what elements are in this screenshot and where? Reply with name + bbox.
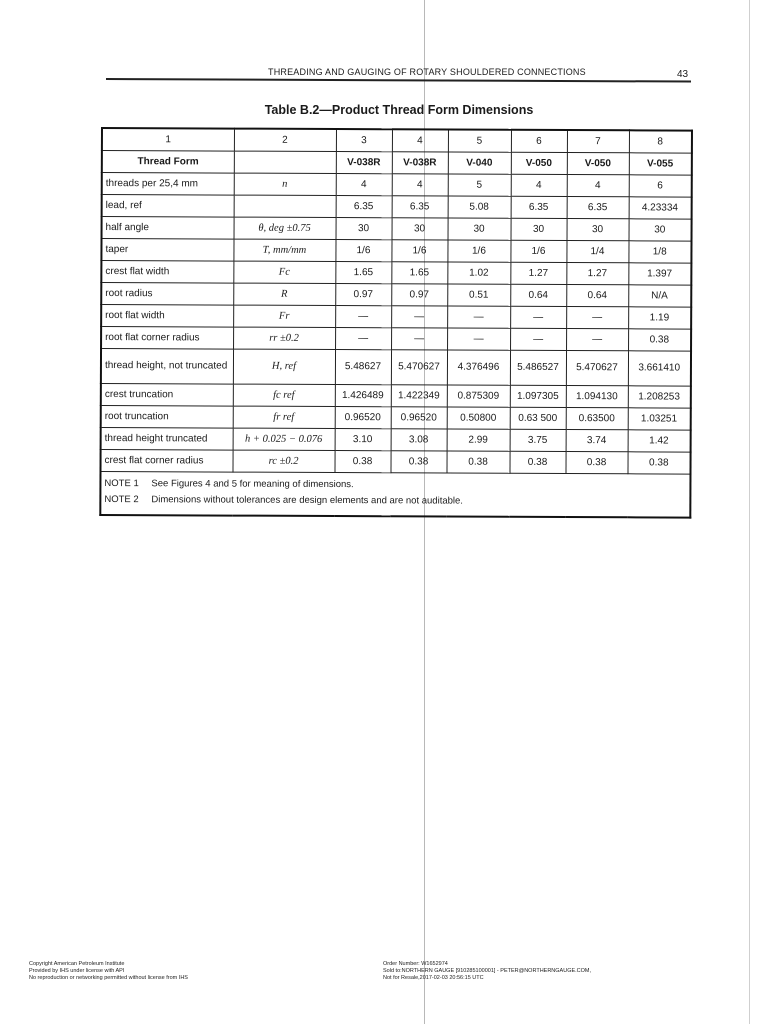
value-cell: 5 <box>448 174 511 196</box>
value-cell: 1.097305 <box>510 385 566 407</box>
value-cell: 0.51 <box>447 284 510 306</box>
footer-order-info <box>383 961 591 982</box>
table-row <box>100 450 690 475</box>
table-row <box>101 428 691 453</box>
note-text: Dimensions without tolerances are design elements and are not auditable. <box>151 494 463 507</box>
table-row <box>102 217 692 242</box>
header-cell <box>234 151 336 173</box>
table-row <box>101 261 691 286</box>
value-cell: 1/6 <box>391 240 447 262</box>
column-number-cell: 4 <box>392 129 448 152</box>
row-symbol: fc ref <box>233 384 335 406</box>
value-cell: 1.397 <box>628 263 691 285</box>
column-number-cell: 6 <box>511 130 567 153</box>
value-cell: 1.19 <box>628 307 691 329</box>
notes-cell <box>100 472 690 518</box>
value-cell: 1.02 <box>447 262 510 284</box>
header-cell: V-040 <box>448 152 511 174</box>
value-cell: 5.486527 <box>510 350 566 385</box>
row-symbol: n <box>234 173 336 195</box>
value-cell: 3.08 <box>391 429 447 451</box>
value-cell: 4.376496 <box>447 350 510 385</box>
table-row <box>101 239 691 264</box>
column-number-cell: 3 <box>336 129 392 152</box>
value-cell: 0.38 <box>565 452 627 474</box>
value-cell: 6.35 <box>392 196 448 218</box>
value-cell: 1.426489 <box>335 385 391 407</box>
value-cell: 3.10 <box>335 429 391 451</box>
row-label: crest truncation <box>101 384 233 407</box>
value-cell: 0.50800 <box>447 407 510 429</box>
row-label: root radius <box>101 283 233 306</box>
table-row <box>102 173 692 198</box>
value-cell: — <box>447 306 510 328</box>
value-cell: — <box>510 328 566 350</box>
value-cell: 0.63 500 <box>510 407 566 429</box>
footer-line: Sold to:NORTHERN GAUGE [910285100001] - PETER@NORTHERNGAUGE.COM, <box>383 968 592 974</box>
table-title: Table B.2—Product Thread Form Dimensions <box>264 103 534 117</box>
value-cell: — <box>566 329 628 351</box>
value-cell: 5.470627 <box>566 351 628 386</box>
table-row <box>101 384 691 409</box>
value-cell: 30 <box>511 218 567 240</box>
value-cell: 3.74 <box>566 430 628 452</box>
row-label: taper <box>101 239 233 262</box>
value-cell: 0.38 <box>446 451 509 473</box>
header-cell: Thread Form <box>102 151 234 174</box>
thread-form-table <box>99 127 693 519</box>
value-cell: 30 <box>567 219 629 241</box>
header-cell: V-038R <box>336 152 392 174</box>
value-cell: 30 <box>629 219 692 241</box>
footer-line: Order Number: W1652974 <box>383 961 448 967</box>
table-note <box>104 492 686 511</box>
value-cell: 4 <box>511 174 567 196</box>
column-number-row <box>102 128 692 153</box>
value-cell: — <box>391 306 447 328</box>
row-symbol: fr ref <box>233 406 335 428</box>
value-cell: 6.35 <box>511 196 567 218</box>
row-symbol: T, mm/mm <box>233 239 335 261</box>
row-symbol: rr ±0.2 <box>233 327 335 349</box>
table-row <box>101 305 691 330</box>
row-symbol: h + 0.025 − 0.076 <box>233 428 335 450</box>
table-row <box>101 406 691 431</box>
header-cell: V-050 <box>511 152 567 174</box>
value-cell: 30 <box>392 218 448 240</box>
row-label: crest flat width <box>101 261 233 284</box>
value-cell: 1.42 <box>628 430 691 452</box>
value-cell: 5.08 <box>448 196 511 218</box>
column-number-cell: 1 <box>102 128 234 151</box>
row-symbol: θ, deg ±0.75 <box>234 217 336 239</box>
value-cell: 1.27 <box>510 262 566 284</box>
header-row <box>102 151 692 176</box>
row-symbol: R <box>233 283 335 305</box>
row-symbol: H, ref <box>233 349 335 384</box>
value-cell: — <box>391 328 447 350</box>
row-label: lead, ref <box>102 195 234 218</box>
footer-line: Provided by IHS under license with API <box>29 968 125 974</box>
value-cell: 30 <box>448 218 511 240</box>
value-cell: 1.208253 <box>628 386 691 408</box>
value-cell: 3.661410 <box>628 351 691 386</box>
row-label: threads per 25,4 mm <box>102 173 234 196</box>
value-cell: N/A <box>628 285 691 307</box>
value-cell: 0.96520 <box>391 407 447 429</box>
note-tag: NOTE 2 <box>104 494 139 506</box>
value-cell: — <box>335 306 391 328</box>
column-number-cell: 2 <box>234 129 336 152</box>
value-cell: 0.96520 <box>335 407 391 429</box>
row-label: root flat width <box>101 305 233 328</box>
row-symbol: rc ±0.2 <box>232 450 334 472</box>
value-cell: 4 <box>336 174 392 196</box>
row-symbol <box>234 195 336 217</box>
table-row <box>101 349 691 387</box>
header-cell: V-038R <box>392 152 448 174</box>
footer-copyright <box>29 961 188 982</box>
value-cell: 4.23334 <box>629 197 692 219</box>
row-symbol: Fc <box>233 261 335 283</box>
row-label: root flat corner radius <box>101 327 233 350</box>
value-cell: 1.65 <box>335 262 391 284</box>
value-cell: 1/6 <box>335 240 391 262</box>
table-row <box>102 195 692 220</box>
value-cell: 1.422349 <box>391 385 447 407</box>
header-rule <box>106 78 691 83</box>
value-cell: 6.35 <box>336 196 392 218</box>
value-cell: 1.094130 <box>566 386 628 408</box>
table-row <box>101 283 691 308</box>
value-cell: — <box>566 307 628 329</box>
value-cell: 1/4 <box>566 241 628 263</box>
value-cell: 0.38 <box>509 451 565 473</box>
value-cell: 3.75 <box>510 429 566 451</box>
header-cell: V-050 <box>567 153 629 175</box>
value-cell: 1/6 <box>510 240 566 262</box>
value-cell: 1.27 <box>566 263 628 285</box>
running-title: THREADING AND GAUGING OF ROTARY SHOULDERED CONNECTIONS <box>268 67 586 77</box>
table-container <box>99 127 691 519</box>
header-cell: V-055 <box>629 153 692 175</box>
value-cell: 5.48627 <box>335 350 391 385</box>
value-cell: — <box>335 328 391 350</box>
column-number-cell: 5 <box>448 130 511 153</box>
note-tag: NOTE 1 <box>104 478 139 490</box>
row-label: thread height, not truncated <box>101 349 233 385</box>
value-cell: 1.65 <box>391 262 447 284</box>
value-cell: — <box>447 328 510 350</box>
value-cell: 6.35 <box>567 197 629 219</box>
value-cell: 0.64 <box>566 285 628 307</box>
table-row <box>101 327 691 352</box>
row-label: thread height truncated <box>101 428 233 451</box>
row-symbol: Fr <box>233 305 335 327</box>
value-cell: 1.03251 <box>628 408 691 430</box>
footer-line: Not for Resale,2017-02-03 20:56:15 UTC <box>383 975 484 981</box>
footer-line: Copyright American Petroleum Institute <box>29 961 125 967</box>
value-cell: 0.64 <box>510 284 566 306</box>
value-cell: 0.38 <box>334 451 390 473</box>
value-cell: 0.97 <box>391 284 447 306</box>
notes-row <box>100 472 690 518</box>
value-cell: 0.38 <box>390 451 446 473</box>
page-edge-line <box>749 0 750 1024</box>
value-cell: 0.38 <box>628 329 691 351</box>
column-number-cell: 7 <box>567 130 629 153</box>
value-cell: 0.875309 <box>447 385 510 407</box>
value-cell: 2.99 <box>447 429 510 451</box>
row-label: root truncation <box>101 406 233 429</box>
value-cell: 30 <box>336 218 392 240</box>
value-cell: 5.470627 <box>391 350 447 385</box>
value-cell: 0.38 <box>627 452 690 474</box>
page-number: 43 <box>677 69 689 80</box>
value-cell: 0.97 <box>335 284 391 306</box>
footer-line: No reproduction or networking permitted without license from IHS <box>29 975 188 981</box>
row-label: half angle <box>102 217 234 240</box>
value-cell: 0.63500 <box>566 408 628 430</box>
value-cell: 1/8 <box>628 241 691 263</box>
value-cell: 1/6 <box>447 240 510 262</box>
note-text: See Figures 4 and 5 for meaning of dimensions. <box>151 478 354 491</box>
value-cell: 4 <box>567 175 629 197</box>
row-label: crest flat corner radius <box>100 450 232 473</box>
value-cell: — <box>510 306 566 328</box>
value-cell: 6 <box>629 175 692 197</box>
column-number-cell: 8 <box>629 130 692 153</box>
value-cell: 4 <box>392 174 448 196</box>
